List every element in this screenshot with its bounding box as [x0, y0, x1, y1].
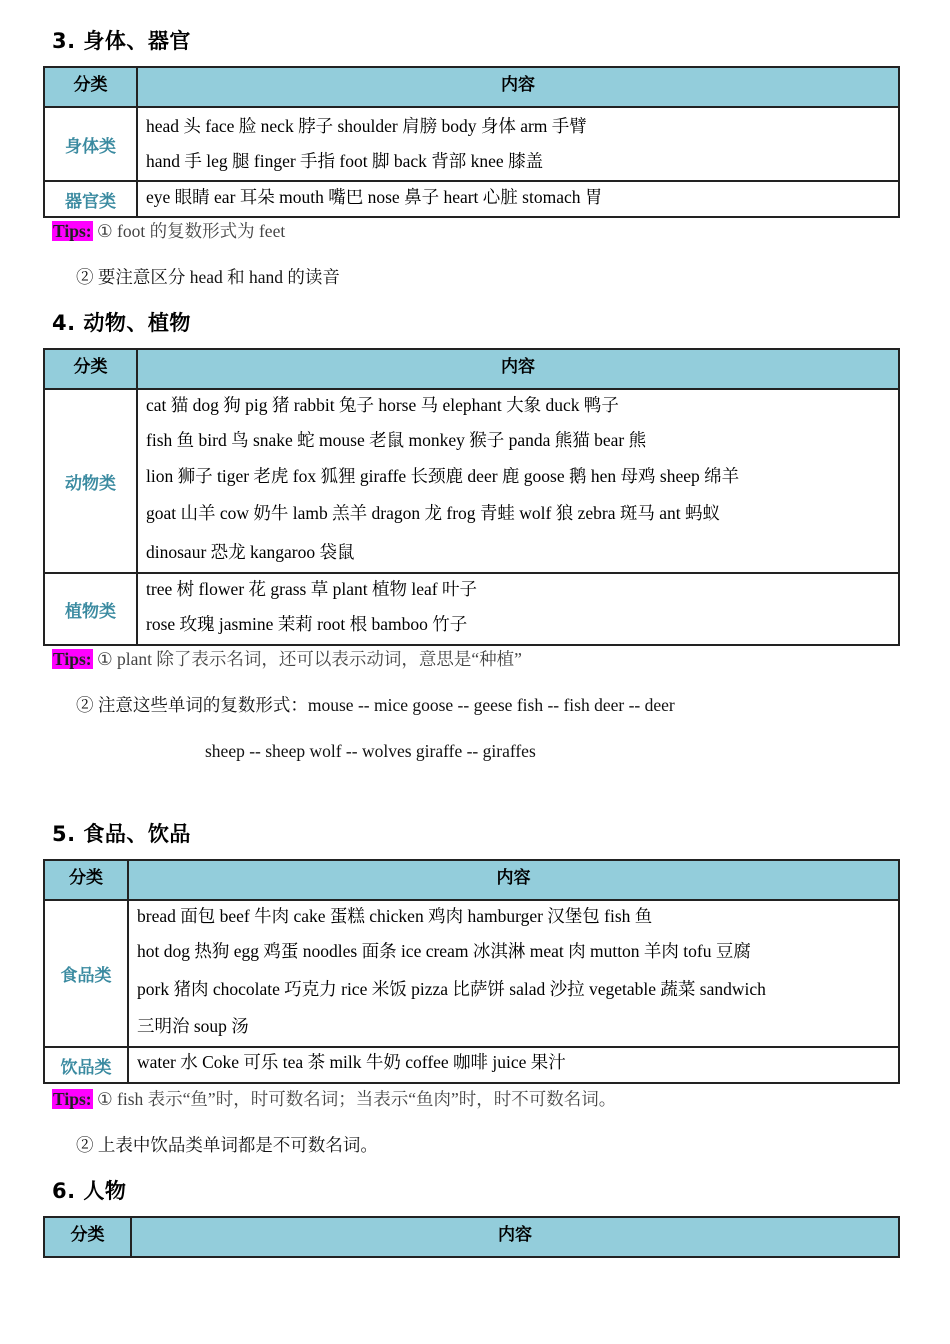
tips-line	[52, 1088, 616, 1110]
content-cell	[137, 107, 899, 181]
tips-tag: Tips:	[53, 1089, 92, 1109]
vocab-line: goat 山羊 cow 奶牛 lamb 羔羊 dragon 龙 frog 青蛙 wolf 狼 zebra 斑马 ant 蚂蚁	[146, 503, 720, 523]
tips-line	[52, 220, 285, 242]
tip-text: ② 注意这些单词的复数形式：mouse -- mice goose -- geese fish -- fish deer -- deer	[76, 695, 675, 715]
content-cell	[128, 1047, 899, 1083]
header-content: 内容	[137, 349, 899, 389]
vocab-table-people	[43, 1216, 900, 1258]
category-cell: 身体类	[44, 107, 137, 181]
category-cell: 动物类	[44, 389, 137, 573]
vocab-line: tree 树 flower 花 grass 草 plant 植物 leaf 叶子	[146, 579, 477, 599]
category-cell: 器官类	[44, 181, 137, 217]
category-cell: 食品类	[44, 900, 128, 1047]
vocab-line: 三明治 soup 汤	[137, 1016, 249, 1036]
vocab-table-food	[43, 859, 900, 1084]
section-title: 5. 食品、饮品	[52, 822, 191, 846]
tips-line	[52, 648, 522, 670]
table-header-row	[44, 1217, 899, 1257]
header-content: 内容	[131, 1217, 899, 1257]
vocab-line: cat 猫 dog 狗 pig 猪 rabbit 兔子 horse 马 elephant 大象 duck 鸭子	[146, 395, 619, 415]
vocab-table-animals	[43, 348, 900, 646]
category-cell: 饮品类	[44, 1047, 128, 1083]
table-header-row	[44, 860, 899, 900]
tips-tag: Tips:	[53, 221, 92, 241]
table-row	[44, 900, 899, 1047]
vocab-line: water 水 Coke 可乐 tea 茶 milk 牛奶 coffee 咖啡 juice 果汁	[137, 1052, 566, 1072]
tip-text: ① fish 表示“鱼”时，时可数名词；当表示“鱼肉”时，时不可数名词。	[92, 1089, 617, 1109]
header-content: 内容	[137, 67, 899, 107]
vocab-table-body	[43, 66, 900, 218]
header-category: 分类	[44, 860, 128, 900]
section-title: 4. 动物、植物	[52, 311, 191, 335]
vocab-line: dinosaur 恐龙 kangaroo 袋鼠	[146, 542, 355, 562]
tips-tag: Tips:	[53, 649, 92, 669]
header-content: 内容	[128, 860, 899, 900]
header-category: 分类	[44, 67, 137, 107]
vocab-line: hand 手 leg 腿 finger 手指 foot 脚 back 背部 knee 膝盖	[146, 151, 544, 171]
header-category: 分类	[44, 349, 137, 389]
table-row	[44, 389, 899, 573]
vocab-line: lion 狮子 tiger 老虎 fox 狐狸 giraffe 长颈鹿 deer 鹿 goose 鹅 hen 母鸡 sheep 绵羊	[146, 466, 740, 486]
tip-text: ① plant 除了表示名词，还可以表示动词，意思是“种植”	[92, 649, 522, 669]
content-cell	[137, 573, 899, 645]
table-header-row	[44, 349, 899, 389]
table-header-row	[44, 67, 899, 107]
section-title: 6. 人物	[52, 1179, 127, 1203]
section-title: 3. 身体、器官	[52, 29, 191, 53]
vocab-line: eye 眼睛 ear 耳朵 mouth 嘴巴 nose 鼻子 heart 心脏 stomach 胃	[146, 187, 603, 207]
vocab-line: hot dog 热狗 egg 鸡蛋 noodles 面条 ice cream 冰淇淋 meat 肉 mutton 羊肉 tofu 豆腐	[137, 941, 751, 961]
category-cell: 植物类	[44, 573, 137, 645]
vocab-line: rose 玫瑰 jasmine 茉莉 root 根 bamboo 竹子	[146, 614, 468, 634]
content-cell	[128, 900, 899, 1047]
tip-text: sheep -- sheep wolf -- wolves giraffe -- giraffes	[205, 741, 536, 761]
table-row	[44, 573, 899, 645]
table-row	[44, 181, 899, 217]
table-row	[44, 1047, 899, 1083]
vocab-line: fish 鱼 bird 鸟 snake 蛇 mouse 老鼠 monkey 猴子 panda 熊猫 bear 熊	[146, 430, 647, 450]
header-category: 分类	[44, 1217, 131, 1257]
vocab-line: head 头 face 脸 neck 脖子 shoulder 肩膀 body 身体 arm 手臂	[146, 116, 587, 136]
content-cell	[137, 389, 899, 573]
table-row	[44, 107, 899, 181]
tip-text: ② 上表中饮品类单词都是不可数名词。	[76, 1135, 378, 1155]
vocab-line: pork 猪肉 chocolate 巧克力 rice 米饭 pizza 比萨饼 salad 沙拉 vegetable 蔬菜 sandwich	[137, 979, 766, 999]
tip-text: ① foot 的复数形式为 feet	[92, 221, 286, 241]
content-cell	[137, 181, 899, 217]
vocab-line: bread 面包 beef 牛肉 cake 蛋糕 chicken 鸡肉 hamburger 汉堡包 fish 鱼	[137, 906, 653, 926]
tip-text: ② 要注意区分 head 和 hand 的读音	[76, 267, 340, 287]
